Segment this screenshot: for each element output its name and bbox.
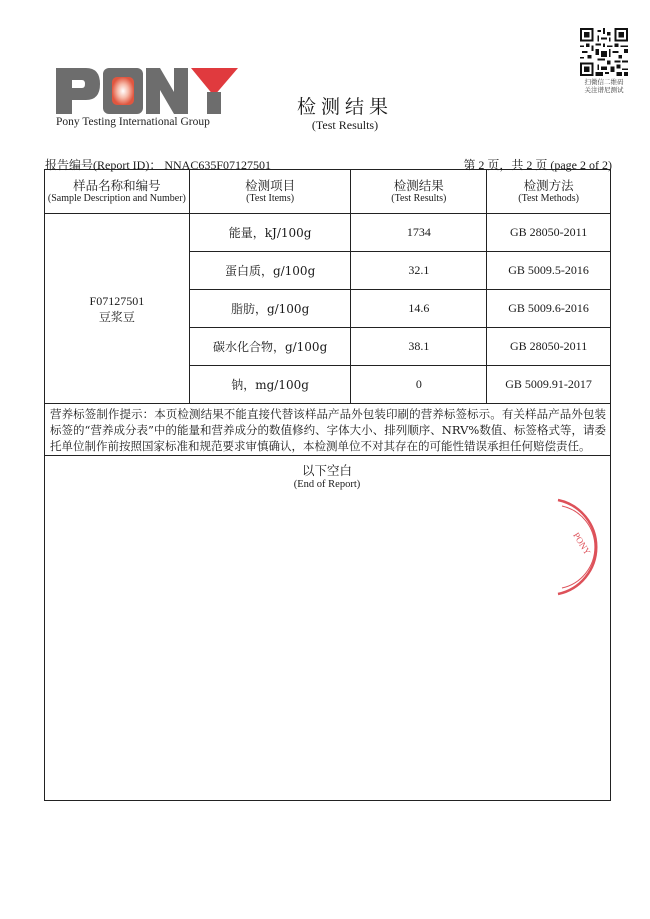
test-item: 碳水化合物，g/100g [189,328,351,366]
header-results-en: (Test Results) [391,193,447,204]
results-table [44,169,611,404]
qr-caption-line-1: 扫微信二维码 [584,78,624,86]
test-result: 38.1 [351,328,487,366]
header-items [189,170,351,214]
nutrition-label-note: 营养标签制作提示：本页检测结果不能直接代替该样品产品外包装印刷的营养标签标示。有关样品产品外包装标签的“营养成分表”中的能量和营养成分的数值修约、字体大小、排列顺序、NRV%数值、标签格式等，请委托单位制作前按照国家标准和规范要求审慎确认，本检测单位不对其存在的可能性错误承担任何赔偿责任。 [50,407,606,453]
seal-text: PONY [571,530,593,557]
test-result: 14.6 [351,290,487,328]
header-results-cn: 检测结果 [393,178,444,193]
test-item: 钠，mg/100g [189,366,351,404]
page-number: 第 2 页，共 2 页 (page 2 of 2) [463,158,612,172]
test-result: 32.1 [351,252,487,290]
test-method: GB 28050-2011 [487,214,611,252]
header-results [351,170,487,214]
end-of-report-en: (End of Report) [293,479,361,490]
test-method: GB 5009.5-2016 [487,252,611,290]
document-title: 检测结果 [296,96,393,118]
sample-code: F07127501 [89,293,145,308]
header-methods [487,170,611,214]
header-methods-en: (Test Methods) [518,193,579,204]
header-items-en: (Test Items) [246,193,295,204]
header-sample-cn: 样品名称和编号 [73,178,161,193]
header-sample [45,170,190,214]
qr-code-icon [580,28,628,76]
test-result: 1734 [351,214,487,252]
report-id: 报告编号(Report ID)： NNAC635F07127501 [45,158,271,172]
header-items-cn: 检测项目 [245,178,296,193]
test-item: 脂肪，g/100g [189,290,351,328]
qr-caption [570,78,638,94]
test-result: 0 [351,366,487,404]
company-name: Pony Testing International Group [56,116,210,128]
test-method: GB 5009.6-2016 [487,290,611,328]
sample-name: 豆浆豆 [98,309,135,324]
test-method: GB 28050-2011 [487,328,611,366]
table-header-row [45,170,611,214]
end-of-report-cn: 以下空白 [301,463,352,478]
header-methods-cn: 检测方法 [523,178,574,193]
sample-cell [45,214,190,404]
company-seal-stamp [532,492,612,602]
test-item: 蛋白质，g/100g [189,252,351,290]
test-item: 能量，kJ/100g [189,214,351,252]
qr-caption-line-2: 关注谱尼测试 [584,86,624,94]
document-subtitle: (Test Results) [311,118,379,132]
header-sample-en: (Sample Description and Number) [47,193,186,204]
test-method: GB 5009.91-2017 [487,366,611,404]
table-row [45,214,611,252]
divider [44,455,611,456]
